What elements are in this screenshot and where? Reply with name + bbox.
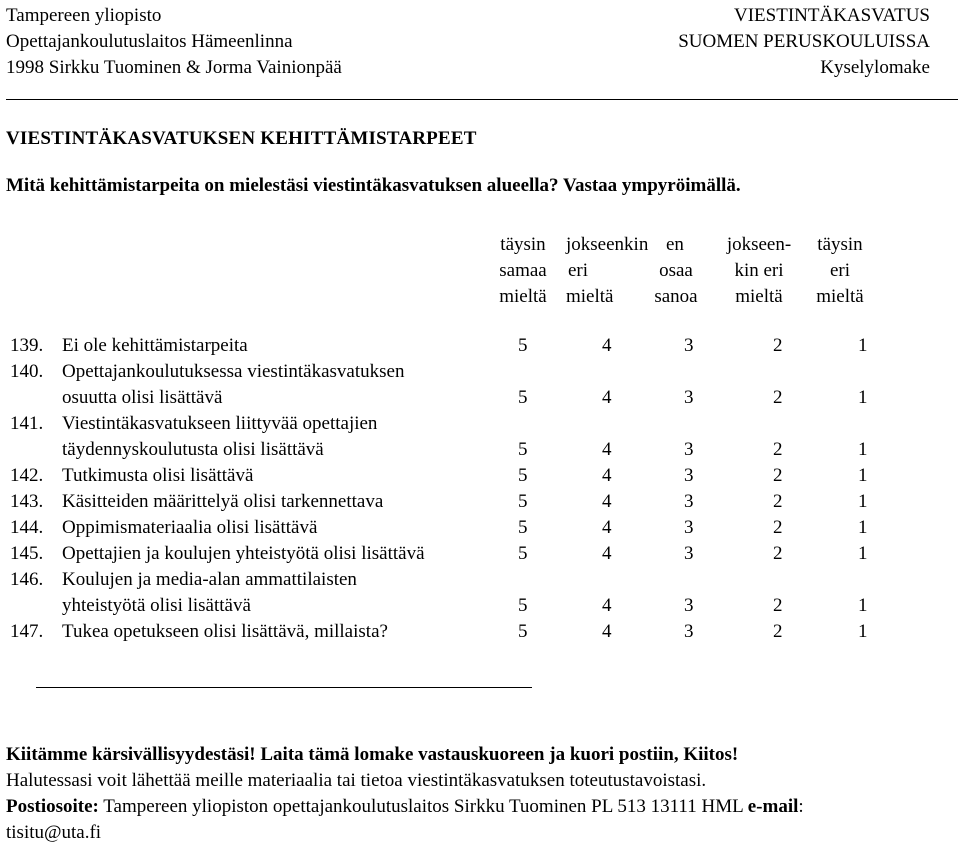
scale-option[interactable]: 5: [518, 387, 528, 408]
question-number: 145.: [10, 543, 44, 564]
scale-option[interactable]: 1: [858, 543, 868, 564]
document-type: Kyselylomake: [820, 57, 930, 78]
question-139: [10, 333, 248, 359]
scale-option[interactable]: 2: [773, 387, 783, 408]
question-147: [10, 619, 388, 645]
question-number: 147.: [10, 621, 44, 642]
question-number: 139.: [10, 335, 44, 356]
scale-option[interactable]: 1: [858, 387, 868, 408]
column-header-5: [488, 232, 558, 310]
question-144: [10, 515, 317, 541]
column-header-1: [806, 232, 874, 310]
scale-option[interactable]: 4: [602, 621, 612, 642]
column-header-line: täysin: [500, 234, 546, 255]
scale-option[interactable]: 2: [773, 491, 783, 512]
scale-option[interactable]: 3: [684, 595, 694, 616]
scale-option[interactable]: 2: [773, 335, 783, 356]
column-header-line: eri: [568, 260, 589, 281]
question-number: 144.: [10, 517, 44, 538]
footer: [6, 742, 804, 846]
survey-subtopic: SUOMEN PERUSKOULUISSA: [678, 31, 930, 52]
scale-option[interactable]: 2: [773, 621, 783, 642]
scale-option[interactable]: 4: [602, 387, 612, 408]
postal-address: Tampereen yliopiston opettajankoulutuslaitos Sirkku Tuominen PL 513 13111 HML: [98, 796, 748, 817]
scale-option[interactable]: 3: [684, 517, 694, 538]
scale-option[interactable]: 1: [858, 439, 868, 460]
scale-option[interactable]: 3: [684, 387, 694, 408]
scale-option[interactable]: 5: [518, 621, 528, 642]
question-text-continued: osuutta olisi lisättävä: [62, 387, 223, 408]
question-text: Tukea opetukseen olisi lisättävä, millaista?: [62, 621, 388, 642]
column-header-line: eri: [829, 260, 851, 281]
scale-option[interactable]: 2: [773, 465, 783, 486]
department-name: Opettajankoulutuslaitos Hämeenlinna: [6, 31, 293, 52]
column-header-line: täysin: [817, 234, 863, 255]
scale-option[interactable]: 2: [773, 543, 783, 564]
instruction-text: Mitä kehittämistarpeita on mielestäsi viestintäkasvatuksen alueella? Vastaa ympyröimällä.: [6, 175, 741, 196]
scale-option[interactable]: 4: [602, 335, 612, 356]
column-header-4: [566, 232, 649, 310]
question-140: [10, 359, 404, 411]
column-header-line: kin eri: [734, 260, 784, 281]
column-header-line: mieltä: [735, 286, 783, 307]
scale-option[interactable]: 5: [518, 595, 528, 616]
question-text: Opettajankoulutuksessa viestintäkasvatuksen: [62, 361, 405, 382]
column-header-2: [719, 232, 799, 310]
column-header-line: mieltä: [566, 286, 614, 307]
email-label: e-mail: [747, 796, 799, 817]
question-145: [10, 541, 425, 567]
column-header-line: mieltä: [499, 286, 547, 307]
column-header-3: [648, 232, 704, 310]
question-141: [10, 411, 377, 463]
question-text: Viestintäkasvatukseen liittyvää opettajien: [62, 413, 378, 434]
scale-option[interactable]: 3: [684, 621, 694, 642]
scale-option[interactable]: 2: [773, 517, 783, 538]
scale-option[interactable]: 5: [518, 543, 528, 564]
postal-label: Postiosoite:: [6, 796, 99, 817]
column-header-line: jokseenkin: [566, 234, 649, 255]
scale-option[interactable]: 3: [684, 335, 694, 356]
column-header-line: sanoa: [654, 286, 698, 307]
question-number: 142.: [10, 465, 44, 486]
scale-option[interactable]: 2: [773, 595, 783, 616]
scale-option[interactable]: 1: [858, 595, 868, 616]
question-number: 140.: [10, 361, 44, 382]
note-text: Halutessasi voit lähettää meille materiaalia tai tietoa viestintäkasvatuksen toteutustavoistasi.: [6, 770, 707, 791]
scale-option[interactable]: 4: [602, 595, 612, 616]
scale-option[interactable]: 3: [684, 543, 694, 564]
scale-option[interactable]: 1: [858, 465, 868, 486]
question-146: [10, 567, 357, 619]
question-number: 146.: [10, 569, 44, 590]
question-text: Tutkimusta olisi lisättävä: [62, 465, 254, 486]
free-answer-line: [36, 687, 532, 688]
scale-option[interactable]: 1: [858, 517, 868, 538]
scale-option[interactable]: 5: [518, 491, 528, 512]
header-divider: [6, 99, 958, 100]
email-address[interactable]: tisitu@uta.fi: [6, 822, 102, 843]
question-text: Käsitteiden määrittelyä olisi tarkennettava: [62, 491, 384, 512]
column-header-line: osaa: [659, 260, 693, 281]
authors: 1998 Sirkku Tuominen & Jorma Vainionpää: [6, 57, 342, 78]
scale-option[interactable]: 1: [858, 491, 868, 512]
scale-option[interactable]: 4: [602, 517, 612, 538]
scale-option[interactable]: 2: [773, 439, 783, 460]
column-header-line: samaa: [499, 260, 547, 281]
scale-option[interactable]: 4: [602, 465, 612, 486]
question-text-continued: yhteistyötä olisi lisättävä: [62, 595, 251, 616]
question-text: Opettajien ja koulujen yhteistyötä olisi lisättävä: [62, 543, 425, 564]
question-text: Koulujen ja media-alan ammattilaisten: [62, 569, 357, 590]
question-142: [10, 463, 253, 489]
scale-option[interactable]: 4: [602, 439, 612, 460]
question-text-continued: täydennyskoulutusta olisi lisättävä: [62, 439, 324, 460]
scale-option[interactable]: 5: [518, 335, 528, 356]
scale-option[interactable]: 5: [518, 439, 528, 460]
column-header-line: en: [666, 234, 684, 255]
question-number: 143.: [10, 491, 44, 512]
column-header-line: mieltä: [816, 286, 864, 307]
question-text: Ei ole kehittämistarpeita: [62, 335, 248, 356]
scale-option[interactable]: 3: [684, 439, 694, 460]
scale-option[interactable]: 3: [684, 465, 694, 486]
scale-option[interactable]: 3: [684, 491, 694, 512]
scale-option[interactable]: 5: [518, 517, 528, 538]
university-name: Tampereen yliopisto: [6, 5, 162, 26]
scale-option[interactable]: 4: [602, 491, 612, 512]
page-header: [6, 3, 930, 81]
scale-option[interactable]: 1: [858, 335, 868, 356]
section-title: VIESTINTÄKASVATUKSEN KEHITTÄMISTARPEET: [6, 128, 477, 149]
question-143: [10, 489, 383, 515]
survey-topic: VIESTINTÄKASVATUS: [734, 5, 930, 26]
question-number: 141.: [10, 413, 44, 434]
email-colon: :: [798, 796, 804, 817]
scale-option[interactable]: 4: [602, 543, 612, 564]
column-header-line: jokseen-: [726, 234, 792, 255]
question-text: Oppimismateriaalia olisi lisättävä: [62, 517, 318, 538]
scale-option[interactable]: 1: [858, 621, 868, 642]
scale-option[interactable]: 5: [518, 465, 528, 486]
thanks-text: Kiitämme kärsivällisyydestäsi! Laita tämä lomake vastauskuoreen ja kuori postiin, Kiitos!: [6, 744, 739, 765]
